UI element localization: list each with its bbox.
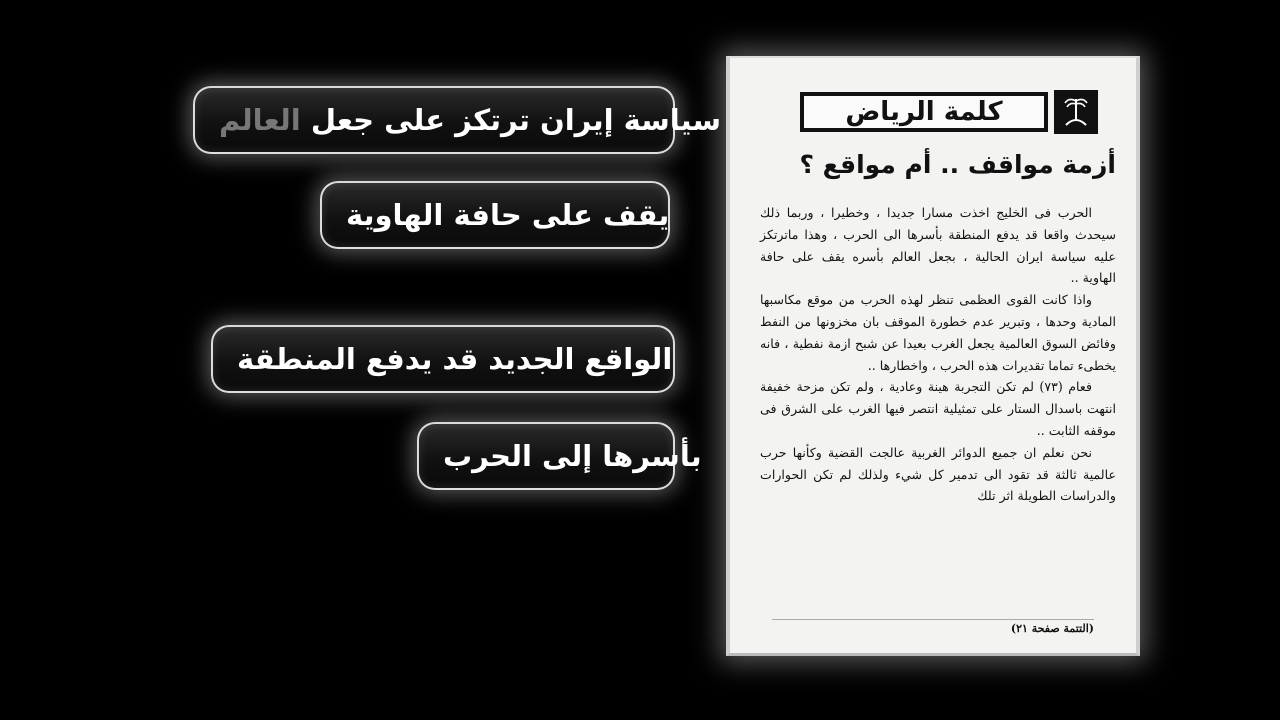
article-body [760,202,1116,613]
continuation-note: (التتمة صفحة ٢١) [772,619,1094,635]
caption-line-3 [211,325,675,393]
caption-line-1 [193,86,721,154]
caption-line-1-text: سياسة إيران ترتكز على جعل [310,103,721,137]
masthead [800,88,1098,136]
caption-line-4-text: بأسرها إلى الحرب [443,439,702,473]
masthead-title: كلمة الرياض [800,92,1048,132]
caption-line-2-text: يقف على حافة الهاوية [346,198,670,232]
caption-line-1-faded-word: العالم [219,103,301,137]
article-paragraph: واذا كانت القوى العظمى تنظر لهذه الحرب من موقع مكاسبها المادية وحدها ، وتبرير عدم خطورة الموقف بان مخزونها من النفط وفائض السوق العالمية يجعل الغرب بعيدا عن شبح ازمة نفطية ، فانه يخطىء تماما تقديرات هذه الحرب ، واخطارها .. [760,292,1116,373]
palm-swords-emblem-icon [1054,90,1098,134]
caption-line-3-text: الواقع الجديد قد يدفع المنطقة [237,342,673,376]
article-paragraph: فعام (٧٣) لم تكن التجربة هينة وعادية ، ولم تكن مزحة خفيفة انتهت باسدال الستار على تمثيلية انتصر فيها الغرب على الشرق فى موقفه الثابت .. [760,379,1116,438]
article-paragraph: نحن نعلم ان جميع الدوائر الغربية عالجت القضية وكأنها حرب عالمية ثالثة قد تقود الى تدمير كل شيء ولذلك لم تكن الحوارات والدراسات الطويلة اثر تلك [760,444,1116,504]
article-headline: أزمة مواقف .. أم مواقع ؟ [799,150,1116,179]
caption-line-2 [320,181,670,249]
article-paragraph: الحرب فى الخليج اخذت مسارا جديدا ، وخطيرا ، وربما ذلك سيحدث واقعا قد يدفع المنطقة بأسرها الى الحرب ، وهذا ماترتكز عليه سياسة ايران الحالية ، بجعل العالم بأسره يقف على حافة الهاوية .. [760,205,1116,286]
newspaper-clipping [726,56,1140,656]
caption-line-4 [417,422,702,490]
